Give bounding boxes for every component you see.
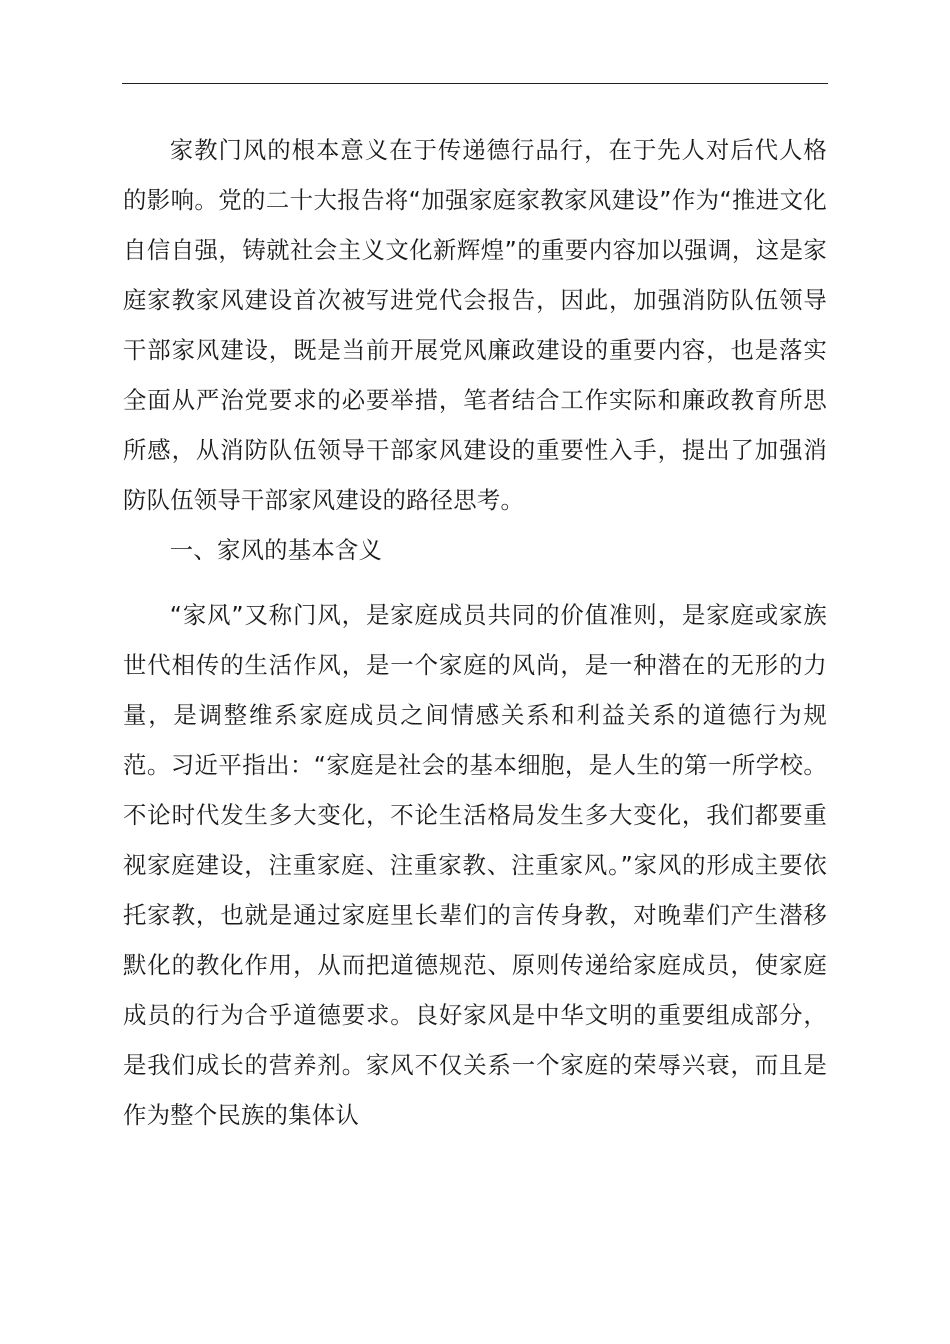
document-body [123, 125, 827, 1140]
section-heading: 一、家风的基本含义 [169, 536, 383, 564]
header-rule [122, 83, 828, 84]
intro-paragraph: 家教门风的根本意义在于传递德行品行，在于先人对后代人格的影响。党的二十大报告将“加强家庭家教家风建设”作为“推进文化自信自强，铸就社会主义文化新辉煌”的重要内容加以强调，这是家庭家教家风建设首次被写进党代会报告，因此，加强消防队伍领导干部家风建设，既是当前开展党风廉政建设的重要内容，也是落实全面从严治党要求的必要举措，笔者结合工作实际和廉政教育所思所感，从消防队伍领导干部家风建设的重要性入手，提出了加强消防队伍领导干部家风建设的路径思考。 [123, 136, 827, 514]
section-paragraph: “家风”又称门风，是家庭成员共同的价值准则，是家庭或家族世代相传的生活作风，是一个家庭的风尚，是一种潜在的无形的力量，是调整维系家庭成员之间情感关系和利益关系的道德行为规范。习近平指出：“家庭是社会的基本细胞，是人生的第一所学校。不论时代发生多大变化，不论生活格局发生多大变化，我们都要重视家庭建设，注重家庭、注重家教、注重家风。”家风的形成主要依托家教，也就是通过家庭里长辈们的言传身教，对晚辈们产生潜移默化的教化作用，从而把道德规范、原则传递给家庭成员，使家庭成员的行为合乎道德要求。良好家风是中华文明的重要组成部分，是我们成长的营养剂。家风不仅关系一个家庭的荣辱兴衰，而且是作为整个民族的集体认 [123, 601, 827, 1129]
